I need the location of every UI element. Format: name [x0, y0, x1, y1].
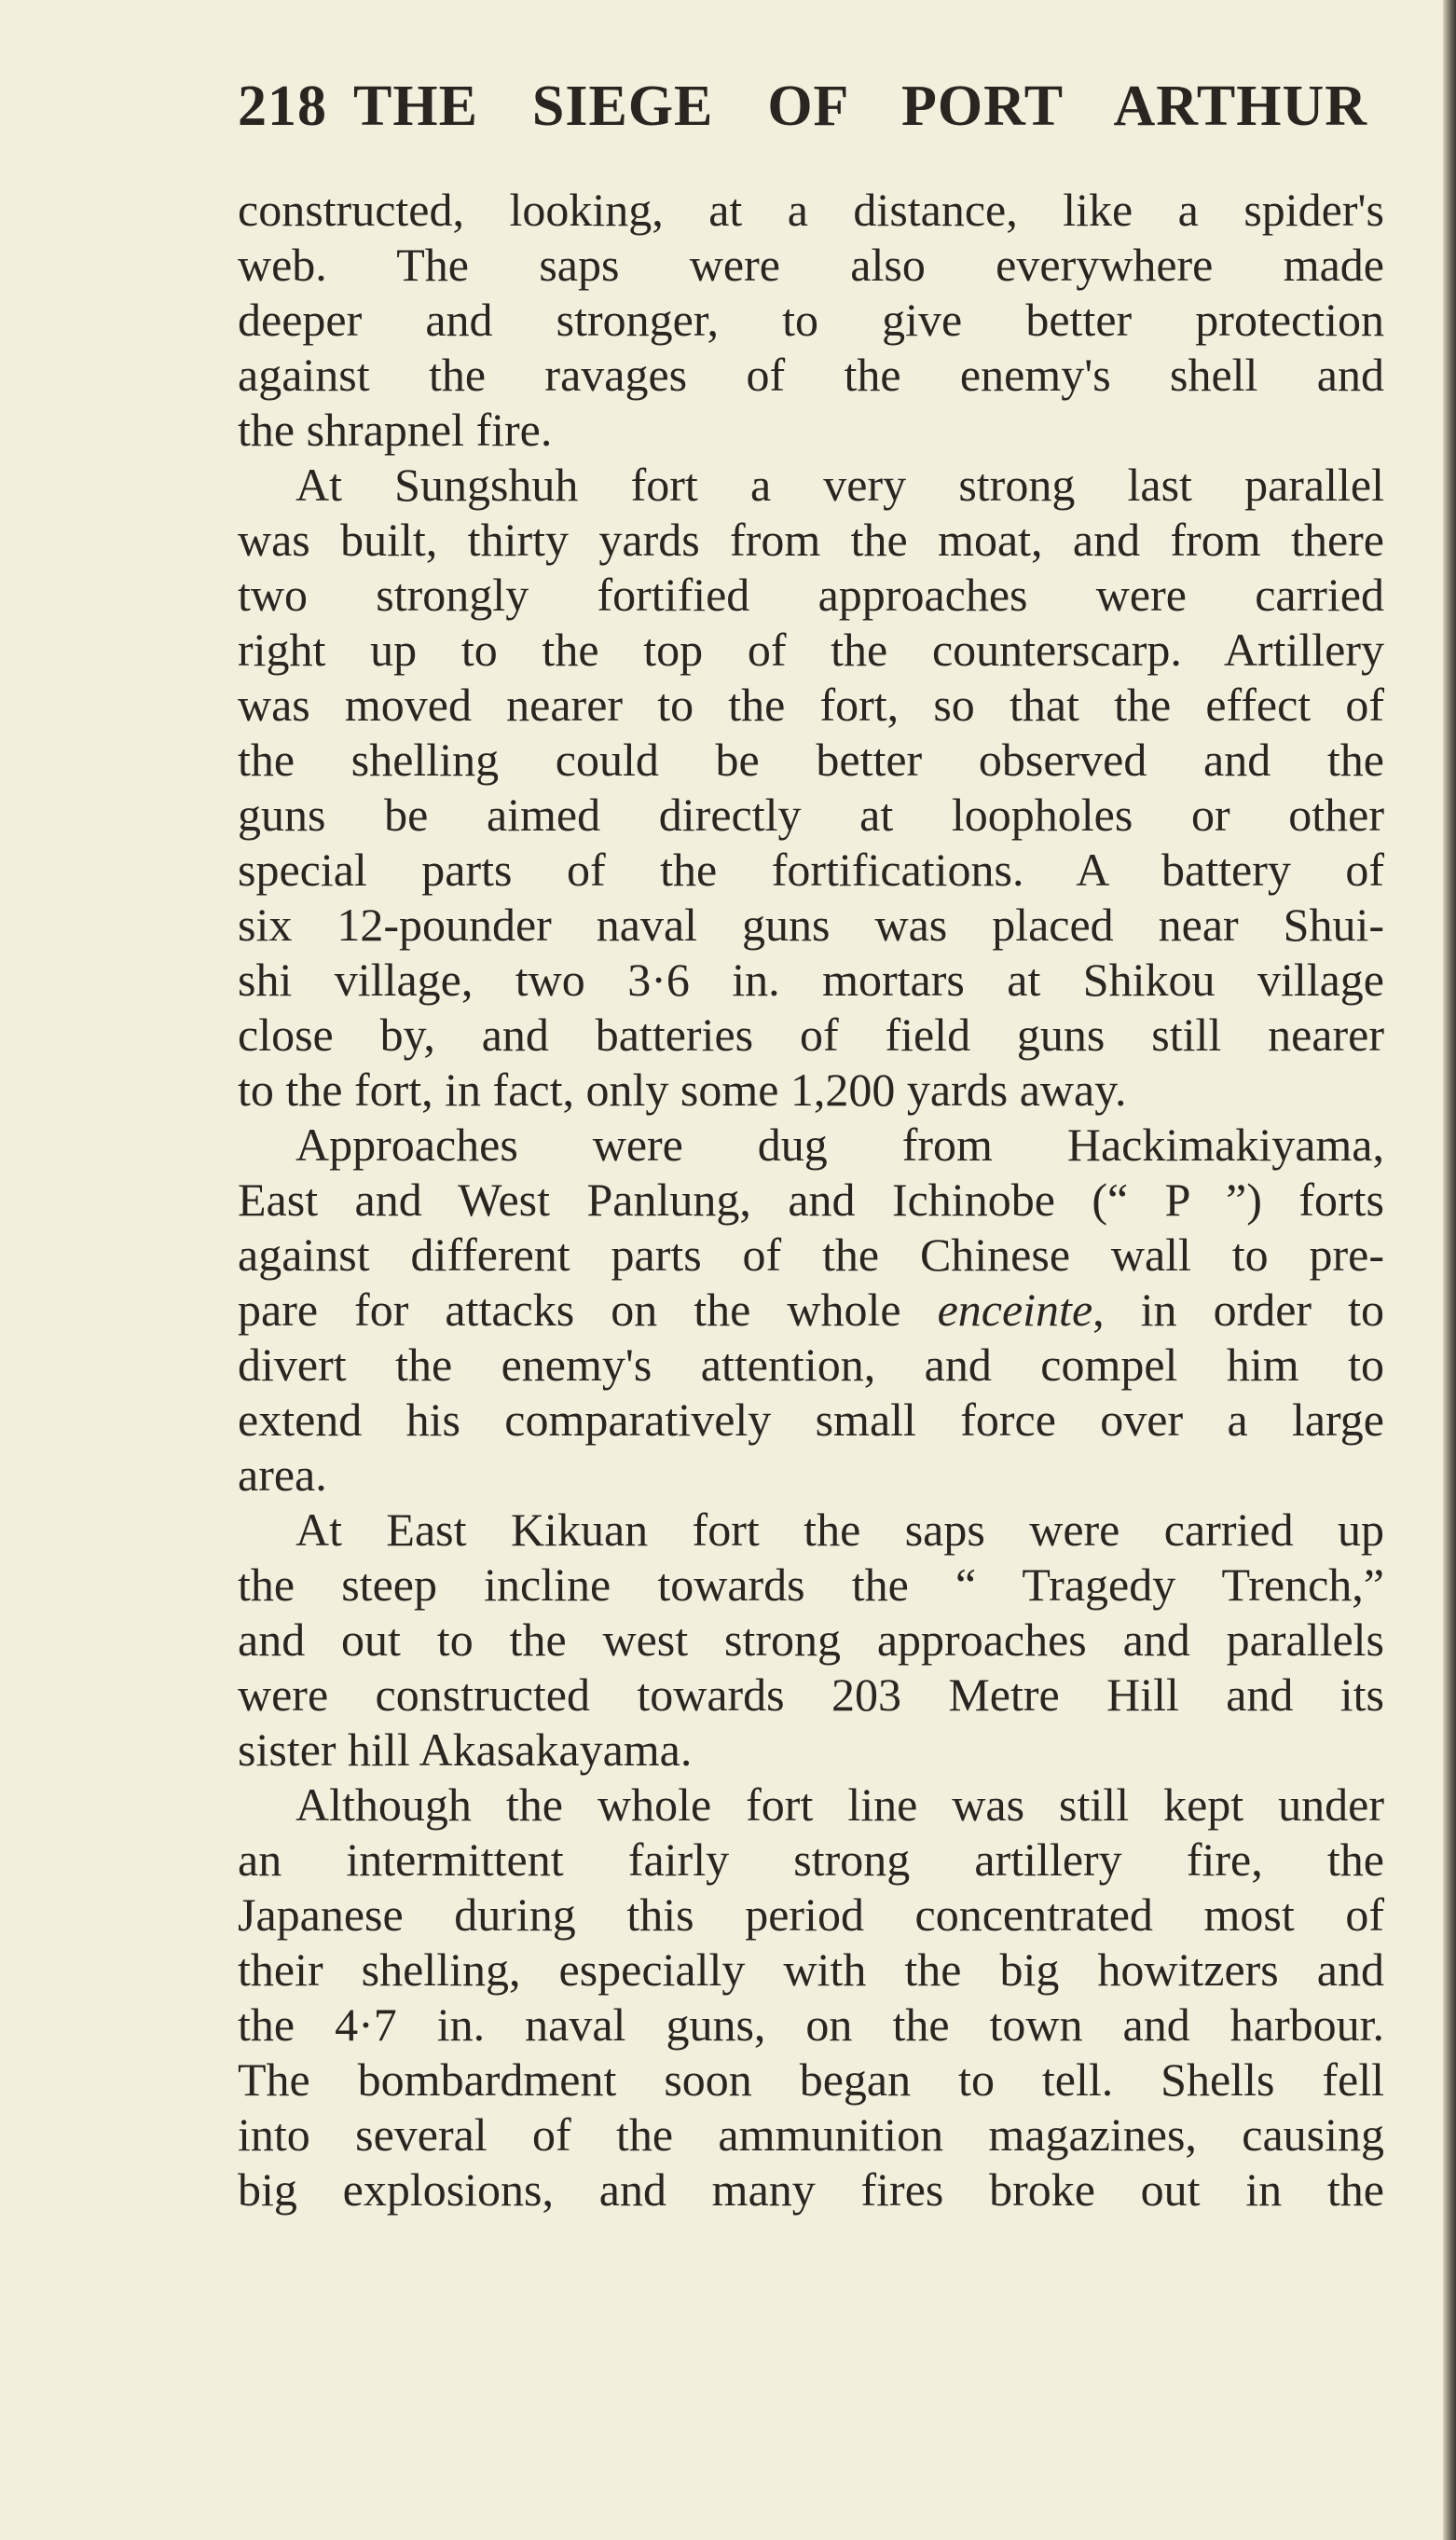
- text-line: an intermittent fairly strong artillery fire, the: [238, 1833, 1384, 1886]
- text-line: close by, and batteries of field guns still nearer: [238, 1009, 1384, 1061]
- page-number: 218: [238, 74, 327, 138]
- text-line: deeper and stronger, to give better protection: [238, 294, 1384, 346]
- text-segment: pare for attacks on the whole: [238, 1284, 938, 1336]
- text-line: The bombardment soon began to tell. Shells fell: [238, 2053, 1384, 2106]
- text-line: against the ravages of the enemy's shell and: [238, 349, 1384, 401]
- text-line: special parts of the fortifications. A battery of: [238, 844, 1384, 896]
- text-line: East and West Panlung, and Ichinobe (“ P ”) forts: [238, 1174, 1384, 1226]
- text-line: Japanese during this period concentrated most of: [238, 1888, 1384, 1941]
- text-line-with-italic: [238, 1283, 1384, 1338]
- text-line: against different parts of the Chinese wall to pre-: [238, 1229, 1384, 1281]
- text-line: extend his comparatively small force over a large: [238, 1394, 1384, 1446]
- text-line: sister hill Akasakayama.: [238, 1723, 693, 1776]
- italic-term: enceinte: [937, 1284, 1093, 1336]
- text-line: was moved nearer to the fort, so that the effect of: [238, 679, 1384, 731]
- text-line: guns be aimed directly at loopholes or other: [238, 789, 1384, 841]
- text-line: web. The saps were also everywhere made: [238, 239, 1384, 291]
- running-title: THE SIEGE OF PORT ARTHUR: [353, 74, 1367, 138]
- text-line: was built, thirty yards from the moat, and from there: [238, 514, 1384, 566]
- text-line: two strongly fortified approaches were carried: [238, 569, 1384, 621]
- paragraph-first-line: At Sungshuh fort a very strong last parallel: [295, 459, 1384, 511]
- text-line: the shrapnel fire.: [238, 404, 553, 456]
- text-line: right up to the top of the counterscarp. Artillery: [238, 624, 1384, 676]
- text-line: and out to the west strong approaches and parallels: [238, 1613, 1384, 1666]
- body-text: [238, 183, 1384, 2217]
- text-line: constructed, looking, at a distance, like a spider's: [238, 184, 1384, 236]
- running-head: [238, 69, 1367, 144]
- text-line: area.: [238, 1448, 327, 1501]
- text-line: their shelling, especially with the big howitzers and: [238, 1943, 1384, 1996]
- text-line: were constructed towards 203 Metre Hill and its: [238, 1668, 1384, 1721]
- text-line: divert the enemy's attention, and compel him to: [238, 1339, 1384, 1391]
- text-line: into several of the ammunition magazines, causing: [238, 2108, 1384, 2161]
- text-segment: , in order to: [1092, 1284, 1384, 1336]
- text-line: six 12-pounder naval guns was placed near Shui-: [238, 899, 1384, 951]
- paragraph-first-line: At East Kikuan fort the saps were carried up: [295, 1503, 1384, 1556]
- text-line: to the fort, in fact, only some 1,200 yards away.: [238, 1064, 1127, 1116]
- paragraph-first-line: Approaches were dug from Hackimakiyama,: [295, 1119, 1384, 1171]
- page-edge: [1443, 0, 1456, 2540]
- text-line: the shelling could be better observed and the: [238, 734, 1384, 786]
- text-line: the 4·7 in. naval guns, on the town and harbour.: [238, 1998, 1384, 2051]
- text-line: shi village, two 3·6 in. mortars at Shikou village: [238, 954, 1384, 1006]
- text-line: the steep incline towards the “ Tragedy Trench,”: [238, 1558, 1384, 1611]
- paragraph-first-line: Although the whole fort line was still kept under: [295, 1778, 1384, 1831]
- text-line: big explosions, and many fires broke out in the: [238, 2163, 1384, 2216]
